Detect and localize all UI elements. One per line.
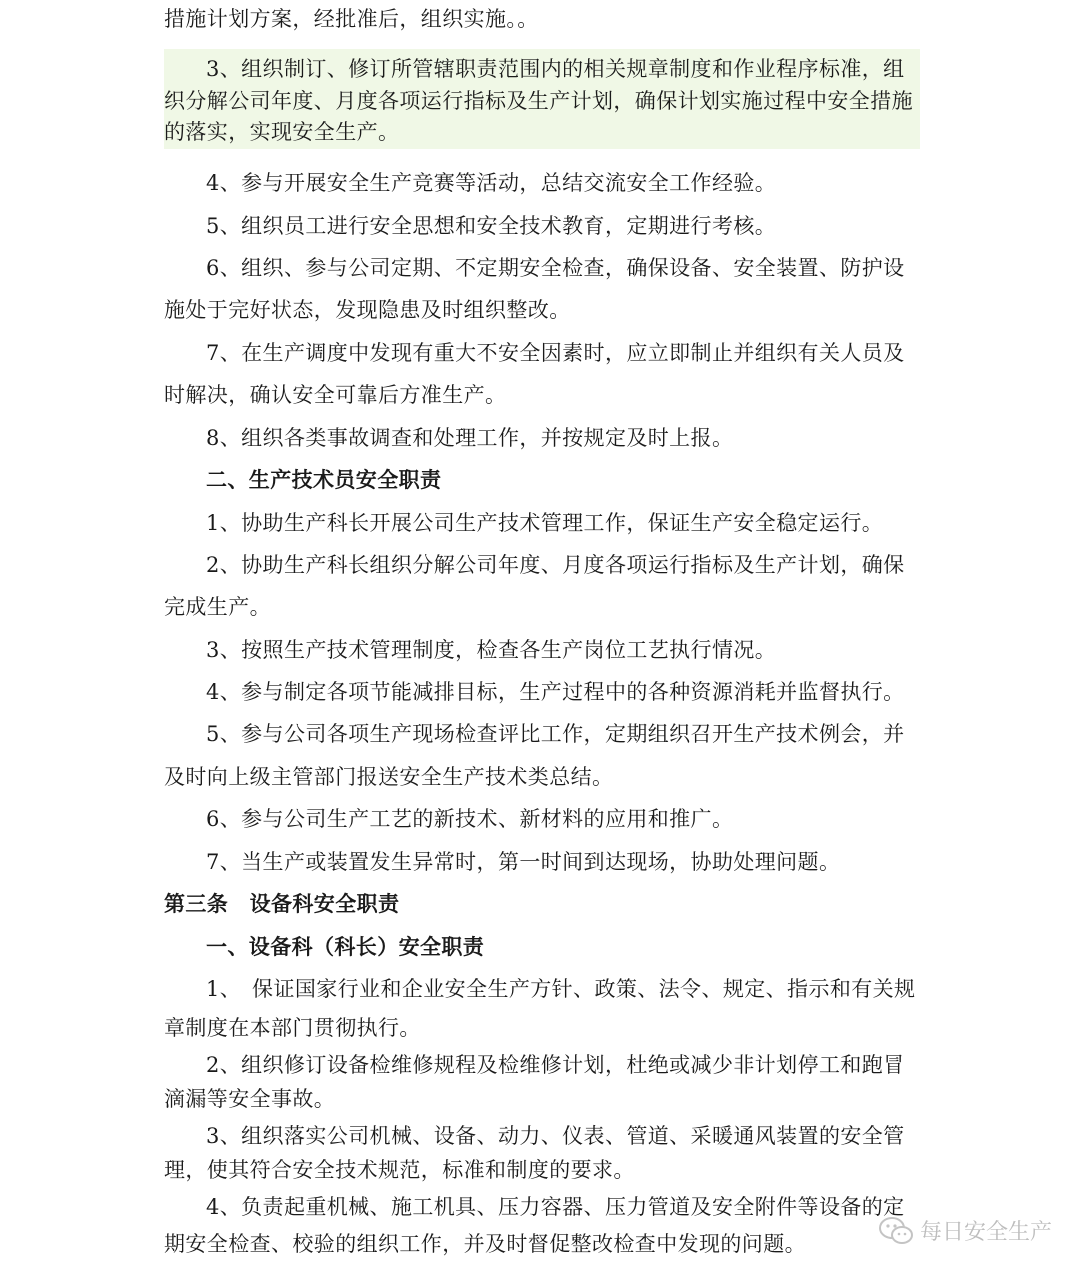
text-line: 章制度在本部门贯彻执行。 xyxy=(164,1016,421,1040)
wechat-icon xyxy=(878,1216,914,1246)
text-line: 措施计划方案，经批准后，组织实施。。 xyxy=(164,7,539,31)
text-line: 4、参与开展安全生产竞赛等活动，总结交流安全工作经验。 xyxy=(206,171,777,195)
text-line: 3、按照生产技术管理制度，检查各生产岗位工艺执行情况。 xyxy=(206,638,777,662)
text-line: 5、参与公司各项生产现场检查评比工作，定期组织召开生产技术例会，并 xyxy=(206,722,905,746)
text-line: 的落实，实现安全生产。 xyxy=(164,120,400,144)
watermark-text: 每日安全生产 xyxy=(919,1220,1052,1245)
text-line: 6、参与公司生产工艺的新技术、新材料的应用和推广。 xyxy=(206,807,734,831)
text-line: 4、参与制定各项节能减排目标，生产过程中的各种资源消耗并监督执行。 xyxy=(206,680,905,704)
text-line: 4、负责起重机械、施工机具、压力容器、压力管道及安全附件等设备的定 xyxy=(206,1195,905,1219)
text-line: 2、协助生产科长组织分解公司年度、月度各项运行指标及生产计划，确保 xyxy=(206,553,905,577)
text-line: 完成生产。 xyxy=(164,595,271,619)
section-heading: 二、生产技术员安全职责 xyxy=(206,467,442,492)
article-heading: 第三条 设备科安全职责 xyxy=(164,891,400,916)
text-line: 织分解公司年度、月度各项运行指标及生产计划，确保计划实施过程中安全措施 xyxy=(164,89,913,113)
text-line: 2、组织修订设备检维修规程及检维修计划，杜绝或减少非计划停工和跑冒 xyxy=(206,1053,905,1077)
text-line: 1、 保证国家行业和企业安全生产方针、政策、法令、规定、指示和有关规 xyxy=(206,977,916,1001)
text-line: 施处于完好状态，发现隐患及时组织整改。 xyxy=(164,298,571,322)
text-line: 3、组织落实公司机械、设备、动力、仪表、管道、采暖通风装置的安全管 xyxy=(206,1124,905,1148)
text-line: 8、组织各类事故调查和处理工作，并按规定及时上报。 xyxy=(206,426,734,450)
watermark xyxy=(878,1215,1052,1246)
text-line: 理，使其符合安全技术规范，标准和制度的要求。 xyxy=(164,1158,635,1182)
text-line: 滴漏等安全事故。 xyxy=(164,1087,336,1111)
text-line: 3、组织制订、修订所管辖职责范围内的相关规章制度和作业程序标准，组 xyxy=(206,57,905,81)
text-line: 时解决，确认安全可靠后方准生产。 xyxy=(164,383,507,407)
text-line: 5、组织员工进行安全思想和安全技术教育，定期进行考核。 xyxy=(206,214,777,238)
text-line: 及时向上级主管部门报送安全生产技术类总结。 xyxy=(164,765,614,789)
text-line: 6、组织、参与公司定期、不定期安全检查，确保设备、安全装置、防护设 xyxy=(206,256,905,280)
text-line: 7、当生产或装置发生异常时，第一时间到达现场，协助处理问题。 xyxy=(206,850,841,874)
text-line: 1、协助生产科长开展公司生产技术管理工作，保证生产安全稳定运行。 xyxy=(206,511,884,535)
text-line: 7、在生产调度中发现有重大不安全因素时，应立即制止并组织有关人员及 xyxy=(206,341,905,365)
text-line: 期安全检查、校验的组织工作，并及时督促整改检查中发现的问题。 xyxy=(164,1232,806,1256)
section-heading: 一、设备科（科长）安全职责 xyxy=(206,934,485,959)
